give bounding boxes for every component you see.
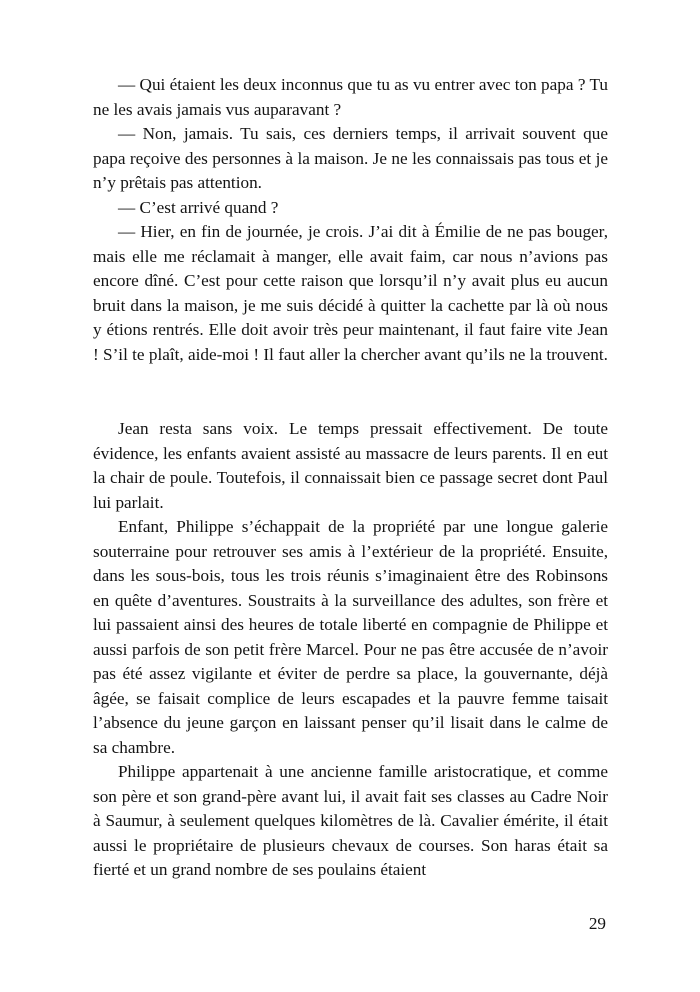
dialogue-section xyxy=(93,73,608,367)
narrative-paragraph: Jean resta sans voix. Le temps pressait effectivement. De toute évidence, les enfants avaient assisté au massacre de leurs parents. Il en eut la chair de poule. Toutefois, il connaissait bien ce passage secret dont Paul lui parlait. xyxy=(93,419,608,512)
dialogue-line: — Hier, en fin de journée, je crois. J’ai dit à Émilie de ne pas bouger, mais elle me réclamait à manger, elle avait faim, car nous n’avions pas encore dîné. C’est pour cette raison que lorsqu’il n’y avait plus eu aucun bruit dans la maison, je me suis décidé à quitter la cachette par là où nous y étions rentrés. Elle doit avoir très peur maintenant, il faut faire vite Jean ! S’il te plaît, aide-moi ! Il faut aller la chercher avant qu’ils ne la trouvent. xyxy=(93,222,608,364)
narrative-paragraph: Enfant, Philippe s’échappait de la propriété par une longue galerie souterraine pour retrouver ses amis à l’extérieur de la propriété. Ensuite, dans les sous-bois, tous les trois réunis s’imaginaient être des Robinsons en quête d’aventures. Soustraits à la surveillance des adultes, son frère et lui passaient ainsi des heures de totale liberté en compagnie de Philippe et aussi parfois de son petit frère Marcel. Pour ne pas être accusée de n’avoir pas été assez vigilante et éviter de perdre sa place, la gouvernante, déjà âgée, se faisait complice de leurs escapades et la pauvre femme taisait l’absence du jeune garçon en laissant penser qu’il lisait dans le calme de sa chambre. xyxy=(93,517,608,757)
narrative-section xyxy=(93,417,608,883)
dialogue-line: — Non, jamais. Tu sais, ces derniers temps, il arrivait souvent que papa reçoive des personnes à la maison. Je ne les connaissais pas tous et je n’y prêtais pas attention. xyxy=(93,124,608,192)
page-number: 29 xyxy=(588,914,606,933)
dialogue-line: — Qui étaient les deux inconnus que tu as vu entrer avec ton papa ? Tu ne les avais jamais vus auparavant ? xyxy=(93,75,608,119)
dialogue-line: — C’est arrivé quand ? xyxy=(118,197,279,217)
narrative-paragraph: Philippe appartenait à une ancienne famille aristocratique, et comme son père et son grand-père avant lui, il avait fait ses classes au Cadre Noir à Saumur, à seulement quelques kilomètres de là. Cavalier émérite, il était aussi le propriétaire de plusieurs chevaux de courses. Son haras était sa fierté et un grand nombre de ses poulains étaient xyxy=(93,762,608,879)
